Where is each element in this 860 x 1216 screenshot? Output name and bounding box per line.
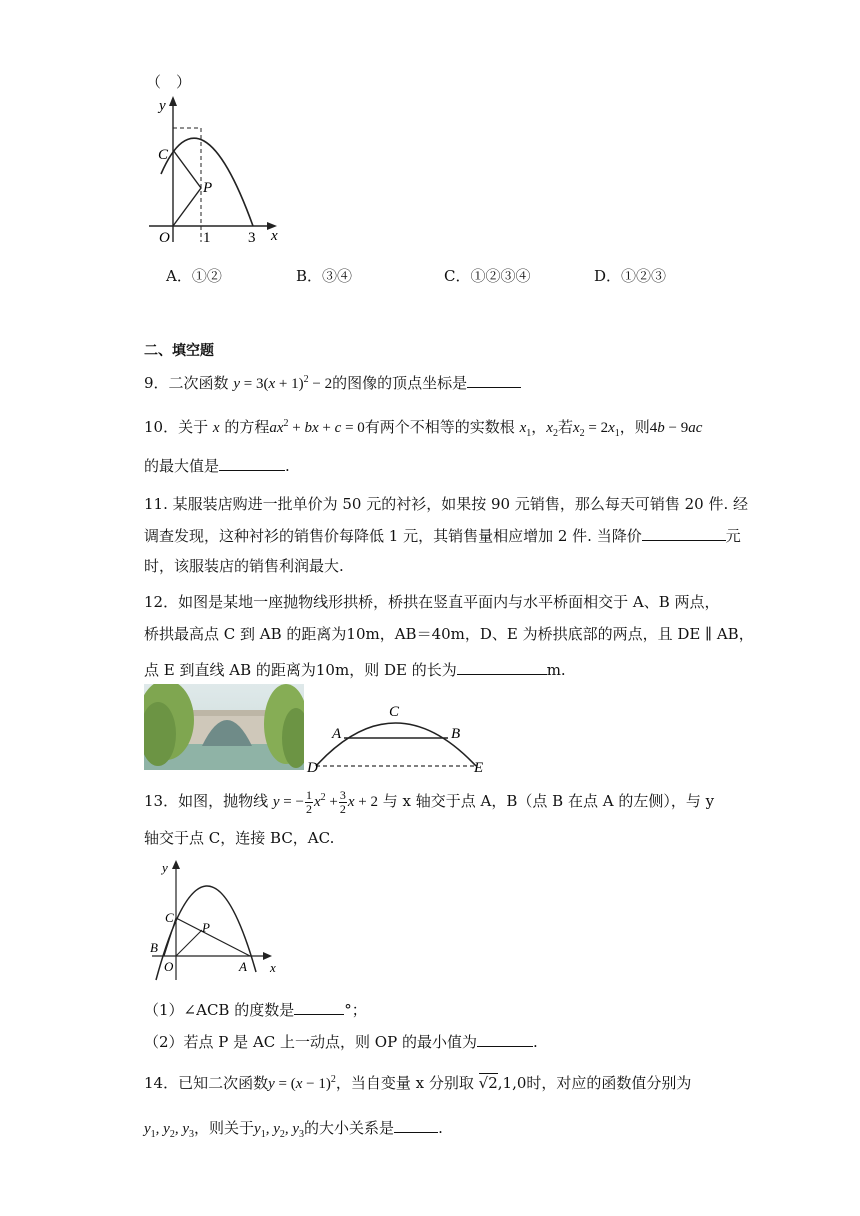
tick-1: 1 — [203, 230, 211, 246]
tick-3: 3 — [248, 230, 256, 246]
q10-root-x1: $x_1$ — [519, 420, 532, 439]
option-b-letter: B． — [296, 267, 323, 285]
option-d-value: ①②③ — [621, 267, 667, 285]
option-a-letter: A． — [166, 267, 192, 285]
q14-text-a: 14．已知二次函数 — [144, 1074, 269, 1092]
figure-parabola-abc — [144, 856, 284, 984]
q12-unit: m. — [546, 661, 566, 679]
q10-end: . — [285, 457, 290, 475]
label-x: x — [271, 228, 278, 244]
q10-text-6: 的最大值是 — [144, 457, 220, 475]
label-y: y — [162, 860, 168, 875]
option-c[interactable] — [444, 266, 531, 286]
label-c: C — [389, 704, 400, 720]
label-c: C — [158, 147, 169, 163]
q11-line-2-text: 调查发现，这种衬衫的销售价每降低 1 元，其销售量相应增加 2 件. 当降价 — [144, 527, 642, 545]
q10-root-x2: $x_2$ — [546, 420, 558, 439]
q14-text-d: ，则关于 — [194, 1119, 255, 1137]
answer-paren: （ ） — [146, 73, 192, 91]
label-c: C — [165, 910, 174, 925]
q13-sub-2-text: （2）若点 P 是 AC 上一动点，则 OP 的最小值为 — [144, 1033, 477, 1051]
q14-line-1 — [144, 1070, 691, 1094]
label-b: B — [150, 940, 158, 955]
label-p: P — [203, 180, 213, 196]
q10-text-4: 若 — [557, 418, 573, 436]
q13-sub-2-blank[interactable] — [477, 1030, 533, 1047]
q13-sub-1-text: （1）∠ACB 的度数是 — [144, 1001, 295, 1019]
y-axis-arrow-icon — [172, 860, 180, 869]
option-b[interactable] — [296, 266, 352, 286]
label-y: y — [159, 98, 166, 114]
q10-text-3: 有两个不相等的实数根 — [364, 418, 515, 436]
q10-text-5: ，则 — [619, 418, 650, 436]
q11-unit: 元 — [725, 527, 741, 545]
question-10-line-2 — [144, 454, 290, 476]
q10-equation: $ax^2$ + bx + c = 0 — [269, 418, 365, 436]
q13-line-1-text-a: 13．如图，抛物线 — [144, 792, 269, 810]
q12-line-2: 桥拱最高点 C 到 AB 的距离为10m，AB＝40m，D、E 为桥拱底部的两点，且 DE ∥ AB， — [144, 625, 754, 643]
q14-text-c: 时，对应的函数值分别为 — [526, 1074, 692, 1092]
label-a: A — [239, 959, 247, 974]
option-d[interactable] — [594, 266, 666, 286]
q9-text-1: 二次函数 — [168, 374, 229, 392]
q12-line-3-text: 点 E 到直线 AB 的距离为10m，则 DE 的长为 — [144, 661, 457, 679]
q14-values: √2,1,0 — [478, 1074, 527, 1092]
x-axis-arrow-icon — [263, 952, 272, 960]
q14-y-values-2: $y_1$, $y_2$, $y_3$ — [254, 1121, 305, 1140]
label-o: O — [159, 230, 170, 246]
q12-line-3 — [144, 658, 566, 680]
option-c-value: ①②③④ — [470, 267, 531, 285]
q13-sub-1-blank[interactable] — [294, 998, 344, 1015]
q13-sub-2-end: . — [532, 1033, 538, 1051]
option-a-value: ①② — [191, 267, 222, 285]
q9-number: 9． — [144, 374, 169, 392]
bridge-photo — [144, 684, 304, 770]
q10-number: 10． — [144, 418, 179, 436]
q12-answer-blank[interactable] — [457, 658, 547, 675]
q14-y-values: $y_1$, $y_2$, $y_3$ — [144, 1121, 195, 1140]
q10-answer-blank[interactable] — [219, 454, 285, 471]
q14-formula: $y = (x - 1)^2$ — [268, 1074, 336, 1092]
q10-text-2: 的方程 — [224, 418, 270, 436]
q11-line-2 — [144, 524, 741, 546]
label-o: O — [164, 959, 174, 974]
segment-ocp — [173, 150, 201, 226]
q13-sub-2 — [144, 1030, 538, 1052]
q10-condition: $x_2 = 2x_1$ — [572, 420, 620, 439]
label-b: B — [451, 726, 461, 742]
figure-parabola-cp — [145, 92, 295, 252]
q13-line-2: 轴交于点 C，连接 BC，AC. — [144, 829, 335, 847]
section-title: 二、填空题 — [144, 343, 214, 359]
option-d-letter: D． — [594, 267, 622, 285]
label-p: P — [202, 920, 210, 935]
q9-answer-blank[interactable] — [467, 371, 521, 388]
q11-answer-blank[interactable] — [642, 524, 726, 541]
bridge-diagram — [306, 700, 490, 774]
label-x: x — [270, 960, 276, 975]
option-c-letter: C． — [444, 267, 471, 285]
q10-expression: 4b − 9ac — [649, 420, 703, 436]
question-10-line-1: 10．关于 x 的方程$ax^2$ + bx + c = 0有两个不相等的实数根 $x_1$，$x_2$若$x_2 = 2x_1$，则4b − 9ac — [144, 418, 703, 439]
q14-text-e: 的大小关系是 — [304, 1119, 395, 1137]
q14-answer-blank[interactable] — [394, 1116, 438, 1133]
q13-line-1-text-b: 与 x 轴交于点 A，B（点 B 在点 A 的左侧），与 y — [382, 792, 715, 810]
q9-formula: $y = 3(x + 1)^2 - 2$ — [233, 374, 333, 392]
q11-line-3: 时，该服装店的销售利润最大. — [144, 557, 344, 575]
q13-sub-1 — [144, 998, 367, 1020]
question-9 — [144, 370, 521, 394]
q10-text-1: 关于 — [178, 418, 209, 436]
q11-line-1: 11. 某服装店购进一批单价为 50 元的衬衫，如果按 90 元销售，那么每天可销售 20 件. 经 — [144, 495, 749, 513]
q12-line-1: 12．如图是某地一座抛物线形拱桥，桥拱在竖直平面内与水平桥面相交于 A、B 两点， — [144, 593, 720, 611]
label-a: A — [332, 726, 342, 742]
segment-op — [176, 930, 202, 956]
q13-formula: y = − $\frac{1}{2}$ $x^2$ + $\frac{3}{2}$ x + 2 — [272, 788, 378, 817]
q13-line-1 — [144, 788, 714, 816]
option-b-value: ③④ — [322, 267, 353, 285]
q14-end: . — [438, 1119, 443, 1137]
option-a[interactable] — [166, 266, 222, 286]
q9-text-2: 的图像的顶点坐标是 — [332, 374, 468, 392]
q10-var-x: x — [212, 420, 220, 436]
q14-line-2 — [144, 1116, 443, 1145]
label-e: E — [474, 760, 484, 774]
q13-sub-1-end: °； — [344, 1001, 367, 1019]
q14-text-b: ，当自变量 x 分别取 — [335, 1074, 474, 1092]
label-d: D — [307, 760, 318, 774]
y-axis-arrow-icon — [169, 96, 177, 106]
